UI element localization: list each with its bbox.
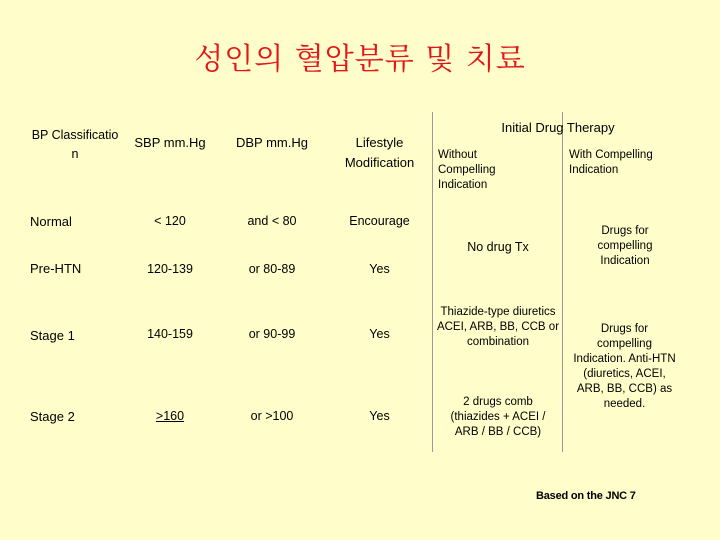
cell-stage1-therapy: Thiazide-type diuretics ACEI, ARB, BB, CCB or combination bbox=[436, 306, 560, 348]
cell-sbp: 120-139 bbox=[147, 262, 193, 276]
header-without-compelling: Without Compelling Indication bbox=[438, 149, 496, 191]
cell-compelling-prehtn: Drugs for compelling Indication bbox=[597, 225, 653, 267]
cell-dbp: or >100 bbox=[250, 409, 294, 423]
header-classification: BP Classificatio n bbox=[31, 128, 119, 161]
row-label-normal: Normal bbox=[30, 214, 72, 229]
cell-dbp: or 90-99 bbox=[248, 327, 296, 341]
cell-sbp: >160 bbox=[155, 409, 185, 423]
column-divider bbox=[432, 112, 433, 452]
cell-sbp: < 120 bbox=[154, 214, 186, 228]
cell-lifestyle: Yes bbox=[369, 409, 390, 423]
cell-lifestyle: Encourage bbox=[349, 214, 410, 228]
row-label-pre-htn: Pre-HTN bbox=[30, 261, 82, 276]
cell-dbp: and < 80 bbox=[247, 214, 297, 228]
cell-stage2-therapy: 2 drugs comb (thiazides + ACEI / ARB / BB / CCB) bbox=[450, 396, 546, 438]
header-lifestyle: Lifestyle Modification bbox=[344, 135, 415, 170]
row-label-stage-1: Stage 1 bbox=[30, 328, 75, 343]
row-label-stage-2: Stage 2 bbox=[30, 409, 75, 424]
column-divider bbox=[562, 112, 563, 452]
cell-compelling-stage: Drugs for compelling Indication. Anti-HTN (diuretics, ACEI, ARB, BB, CCB) as needed. bbox=[573, 323, 676, 410]
cell-sbp: 140-159 bbox=[147, 327, 193, 341]
cell-dbp: or 80-89 bbox=[248, 262, 296, 276]
header-initial-drug-therapy: Initial Drug Therapy bbox=[501, 120, 615, 135]
page-title: 성인의 혈압분류 및 치료 bbox=[194, 42, 526, 77]
cell-lifestyle: Yes bbox=[369, 262, 390, 276]
header-dbp: DBP mm.Hg bbox=[236, 135, 308, 150]
cell-no-drug-tx: No drug Tx bbox=[467, 240, 529, 254]
header-sbp: SBP mm.Hg bbox=[134, 135, 206, 150]
cell-lifestyle: Yes bbox=[369, 327, 390, 341]
header-with-compelling: With Compelling Indication bbox=[569, 149, 653, 176]
footer-source: Based on the JNC 7 bbox=[536, 490, 636, 502]
